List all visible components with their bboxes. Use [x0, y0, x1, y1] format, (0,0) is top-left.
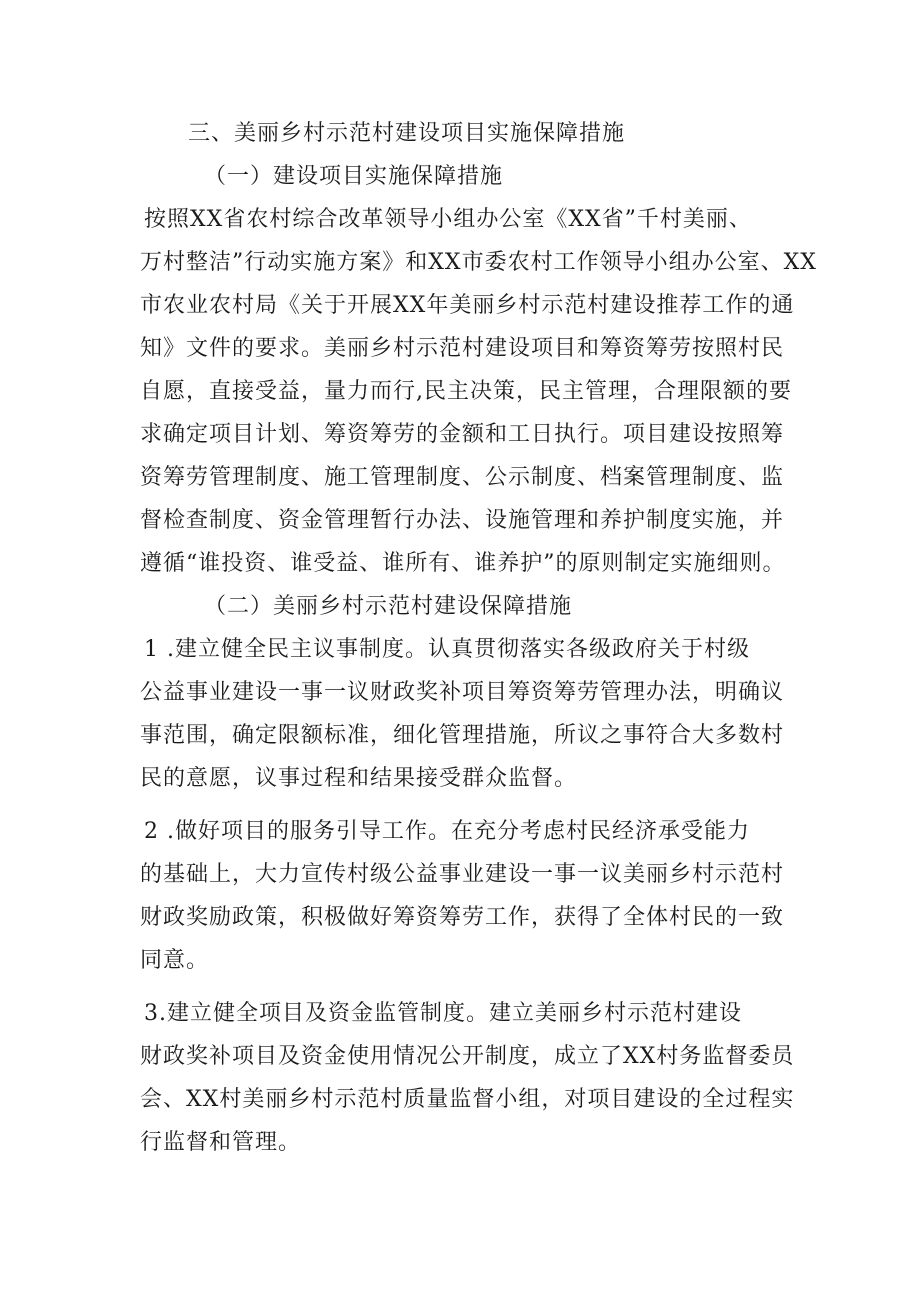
item-3-paragraph: [140, 992, 795, 1164]
paragraph-line: 自愿，直接受益，量力而行,民主决策，民主管理，合理限额的要: [140, 379, 792, 404]
item-1-paragraph: [140, 628, 788, 800]
paragraph-gap: [140, 800, 788, 810]
paragraph-line: 遵循“谁投资、谁受益、谁所有、谁养护”的原则制定实施细则。: [140, 551, 786, 576]
paragraph-line: 事范围，确定限额标准，细化管理措施，所议之事符合大多数村: [140, 723, 785, 748]
paragraph-line: 民的意愿，议事过程和结果接受群众监督。: [140, 766, 578, 791]
paragraph-gap: [140, 982, 788, 992]
item-2-paragraph: [140, 810, 788, 982]
paragraph-line: 1 .建立健全民主议事制度。认真贯彻落实各级政府关于村级: [144, 637, 750, 662]
paragraph-line: 知》文件的要求。美丽乡村示范村建设项目和筹资筹劳按照村民: [140, 336, 785, 361]
paragraph-line: 公益事业建设一事一议财政奖补项目筹资筹劳管理办法，明确议: [140, 680, 785, 705]
paragraph-line: 2 .做好项目的服务引导工作。在充分考虑村民经济承受能力: [144, 819, 750, 844]
subsection-1-title: （一）建设项目实施保障措施: [204, 164, 504, 189]
paragraph-line: 市农业农村局《关于开展XX年美丽乡村示范村建设推荐工作的通: [140, 293, 795, 318]
paragraph-line: 的基础上，大力宣传村级公益事业建设一事一议美丽乡村示范村: [140, 862, 785, 887]
paragraph-line: 会、XX村美丽乡村示范村质量监督小组，对项目建设的全过程实: [140, 1087, 795, 1112]
paragraph-line: 同意。: [140, 948, 210, 973]
document-body: [140, 112, 817, 1164]
subsection-1-paragraph: [140, 198, 817, 585]
paragraph-line: 万村整洁”行动实施方案》和XX市委农村工作领导小组办公室、XX: [140, 250, 817, 275]
paragraph-line: 行监督和管理。: [140, 1130, 302, 1155]
section-title: 三、美丽乡村示范村建设项目实施保障措施: [188, 121, 626, 146]
paragraph-line: 按照XX省农村综合改革领导小组办公室《XX省”千村美丽、: [144, 207, 752, 232]
subsection-2-title: （二）美丽乡村示范村建设保障措施: [204, 594, 573, 619]
paragraph-line: 资筹劳管理制度、施工管理制度、公示制度、档案管理制度、监: [140, 465, 785, 490]
paragraph-line: 财政奖励政策，积极做好筹资筹劳工作，获得了全体村民的一致: [140, 905, 785, 930]
paragraph-line: 督检查制度、资金管理暂行办法、设施管理和养护制度实施，并: [140, 508, 785, 533]
paragraph-line: 财政奖补项目及资金使用情况公开制度，成立了XX村务监督委员: [140, 1044, 795, 1069]
paragraph-line: 求确定项目计划、筹资筹劳的金额和工日执行。项目建设按照筹: [140, 422, 785, 447]
paragraph-line: 3.建立健全项目及资金监管制度。建立美丽乡村示范村建设: [144, 1001, 742, 1026]
